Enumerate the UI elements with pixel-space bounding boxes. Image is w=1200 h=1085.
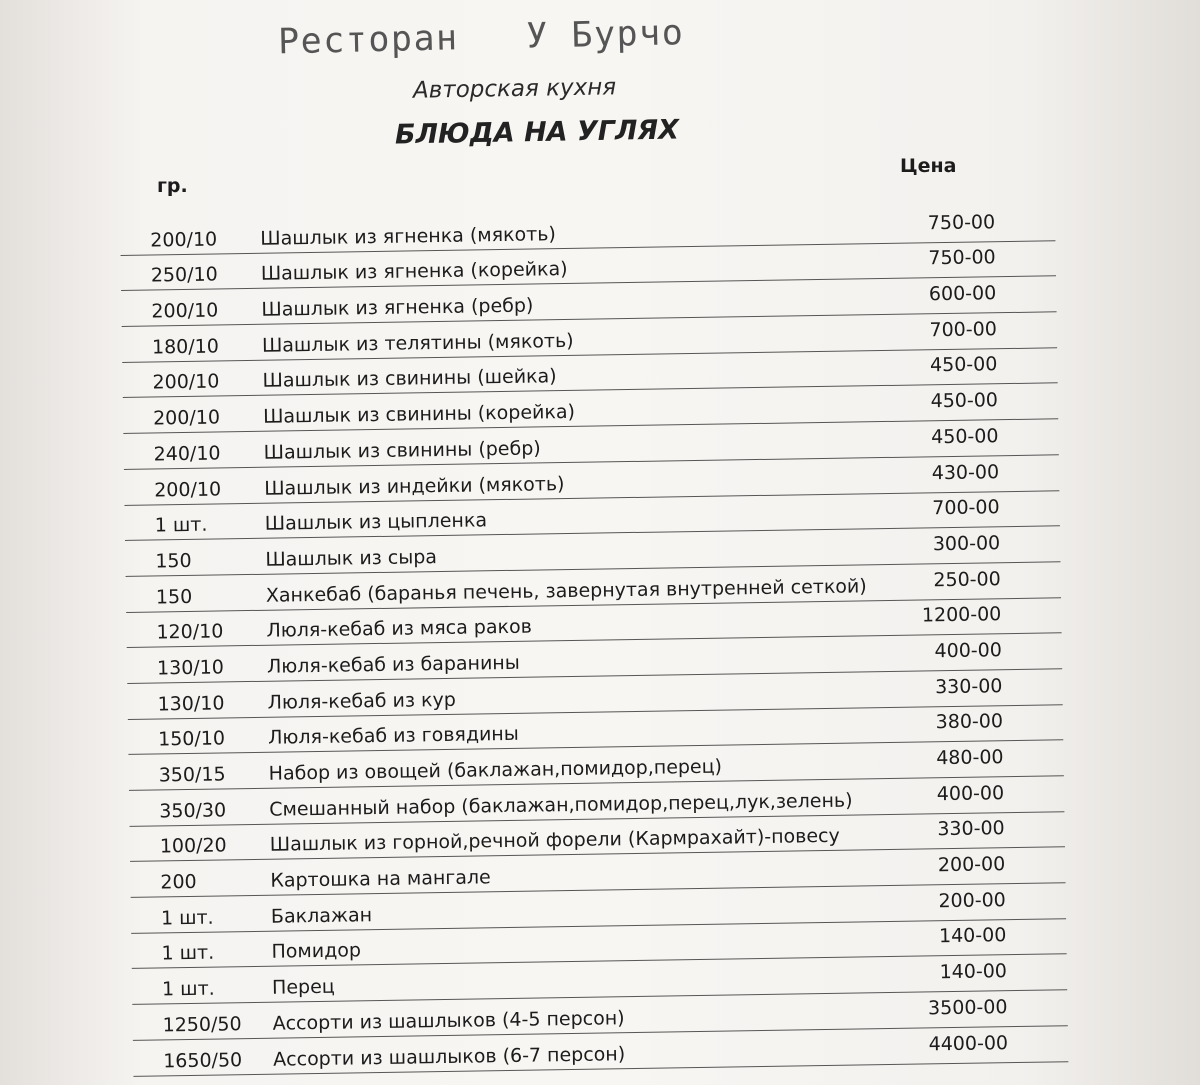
item-name: Шашлык из горной,речной форели (Кармрахайт)-повесу: [269, 825, 840, 857]
item-name: Набор из овощей (баклажан,помидор,перец): [268, 755, 723, 785]
item-price: 430-00: [931, 460, 1000, 484]
item-weight: 350/30: [159, 799, 227, 823]
item-price: 750-00: [928, 246, 996, 270]
item-weight: 150: [155, 549, 192, 573]
item-weight: 240/10: [153, 442, 221, 466]
item-name: Ассорти из шашлыков (6-7 персон): [273, 1042, 626, 1071]
item-name: Люля-кебаб из кур: [267, 688, 457, 714]
item-price: 330-00: [937, 817, 1005, 841]
item-name: Люля-кебаб из говядины: [267, 723, 519, 750]
item-price: 480-00: [936, 746, 1004, 770]
item-name: Шашлык из свинины (ребр): [263, 437, 541, 464]
price-column-header: Цена: [900, 155, 957, 177]
item-weight: 200/10: [154, 477, 222, 501]
item-weight: 150/10: [157, 727, 226, 751]
item-name: Люля-кебаб из мяса раков: [266, 615, 533, 642]
item-name: Перец: [271, 975, 335, 999]
item-name: Ханкебаб (баранья печень, завернутая внутренней сеткой): [265, 574, 867, 607]
weight-column-header: гр.: [157, 175, 188, 197]
item-weight: 150: [155, 585, 193, 609]
item-price: 1200-00: [921, 603, 1002, 627]
item-weight: 1250/50: [162, 1013, 242, 1037]
item-price: 330-00: [934, 674, 1003, 698]
item-price: 3500-00: [927, 995, 1008, 1020]
item-weight: 1650/50: [163, 1048, 243, 1072]
item-price: 450-00: [929, 353, 998, 377]
item-price: 600-00: [928, 282, 997, 306]
section-title: БЛЮДА НА УГЛЯХ: [394, 114, 680, 151]
item-name: Шашлык из сыра: [265, 545, 438, 571]
item-name: Шашлык из индейки (мякоть): [264, 472, 565, 500]
item-price: 300-00: [932, 532, 1001, 556]
item-name: Смешанный набор (баклажан,помидор,перец,лук,зелень): [269, 789, 853, 821]
item-weight: 1 шт.: [154, 513, 208, 537]
item-weight: 1 шт.: [161, 977, 215, 1001]
item-price: 140-00: [938, 924, 1007, 948]
item-weight: 1 шт.: [161, 942, 215, 965]
cuisine-subtitle: Авторская кухня: [412, 74, 617, 104]
item-name: Шашлык из ягненка (мякоть): [260, 222, 557, 250]
item-name: Шашлык из свинины (шейка): [262, 365, 557, 393]
item-weight: 130/10: [157, 692, 225, 716]
item-weight: 120/10: [156, 620, 224, 644]
item-name: Ассорти из шашлыков (4-5 персон): [272, 1006, 625, 1035]
item-price: 200-00: [938, 888, 1006, 912]
restaurant-title: Ресторан У Бурчо: [277, 13, 685, 63]
item-price: 750-00: [927, 210, 996, 234]
item-weight: 180/10: [151, 335, 220, 359]
item-name: Картошка на мангале: [270, 866, 491, 892]
item-name: Баклажан: [270, 903, 373, 928]
item-weight: 200: [160, 870, 197, 894]
item-price: 400-00: [934, 639, 1003, 663]
item-name: Шашлык из телятины (мякоть): [261, 329, 574, 357]
item-name: Шашлык из свинины (корейка): [262, 401, 576, 428]
item-weight: 1 шт.: [160, 906, 214, 930]
item-price: 700-00: [929, 317, 997, 342]
item-weight: 250/10: [150, 263, 218, 287]
item-name: Помидор: [271, 939, 362, 964]
item-weight: 200/10: [151, 299, 219, 323]
item-weight: 350/15: [158, 763, 226, 787]
item-weight: 200/10: [152, 406, 221, 430]
item-price: 450-00: [931, 425, 999, 449]
item-name: Шашлык из ягненка (корейка): [260, 258, 568, 286]
item-price: 700-00: [932, 496, 1000, 520]
item-price: 450-00: [930, 389, 999, 413]
item-price: 400-00: [936, 781, 1005, 805]
item-weight: 200/10: [150, 228, 218, 252]
item-price: 250-00: [933, 567, 1001, 591]
item-name: Шашлык из цыпленка: [264, 509, 488, 535]
item-price: 200-00: [937, 853, 1006, 877]
item-name: Шашлык из ягненка (ребр): [261, 294, 534, 321]
item-name: Люля-кебаб из баранины: [266, 651, 520, 678]
item-price: 4400-00: [928, 1031, 1009, 1055]
item-weight: 100/20: [159, 834, 227, 858]
item-weight: 200/10: [152, 370, 220, 394]
item-price: 380-00: [935, 710, 1004, 734]
menu-list: [120, 205, 1068, 1076]
item-price: 140-00: [939, 960, 1008, 984]
item-weight: 130/10: [156, 656, 225, 680]
